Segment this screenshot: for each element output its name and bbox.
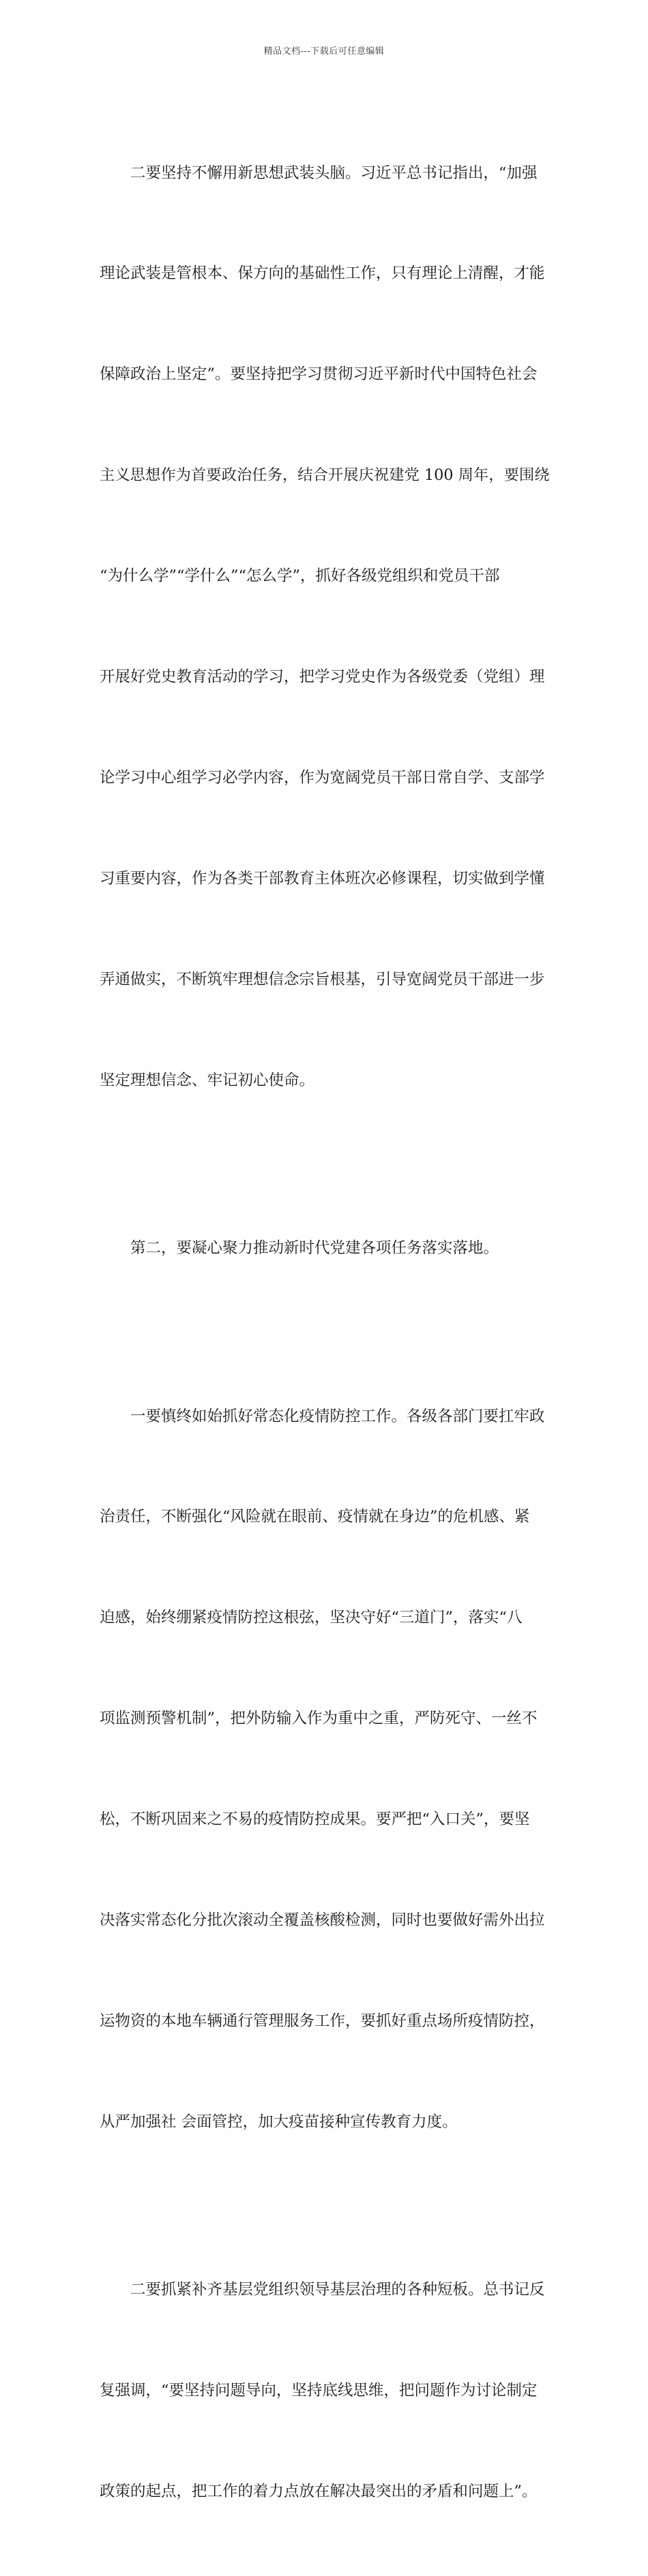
text-line: 第二，要凝心聚力推动新时代党建各项任务落实落地。 [130,1239,499,1258]
text-line: 二要坚持不懈用新思想武装头脑。习近平总书记指出，“加强 [130,164,537,182]
text-line: 理论武装是管根本、保方向的基础性工作，只有理论上清醒，才能 [100,264,545,283]
text-line: 主义思想作为首要政治任务，结合开展庆祝建党 100 周年，要围绕 [100,466,550,485]
text-line: 习重要内容，作为各类干部教育主体班次必修课程，切实做到学懂 [100,869,545,888]
text-line: 开展好党史教育活动的学习，把学习党史作为各级党委（党组）理 [100,668,545,686]
paragraph-grassroots-governance [100,2207,550,2576]
text-line: 论学习中心组学习必学内容，作为宽阔党员干部日常自学、支部学 [100,768,545,787]
page-header: 精品文档---下载后可任意编辑 [263,46,385,57]
paragraph-theory-arming [100,89,550,1165]
text-line: 治责任，不断强化“风险就在眼前、疫情就在身边”的危机感、紧 [100,1508,530,1526]
text-line: 松，不断巩固来之不易的疫情防控成果。要严把“入口关”，要坚 [100,1810,530,1829]
text-line: 一要慎终如始抓好常态化疫情防控工作。各级各部门要扛牢政 [130,1407,545,1425]
text-line: 决落实常态化分批次滚动全覆盖核酸检测，同时也要做好需外出拉 [100,1911,545,1930]
paragraph-section-heading [100,1165,550,1333]
text-line: 二要抓紧补齐基层党组织领导基层治理的各种短板。总书记反 [130,2281,545,2299]
text-line: 项监测预警机制”，把外防输入作为重中之重，严防死守、一丝不 [100,1710,537,1728]
text-line: “为什么学”“学什么”“怎么学”，抓好各级党组织和党员干部 [100,567,500,586]
text-line: 政策的起点，把工作的着力点放在解决最突出的矛盾和问题上”。 [100,2483,537,2501]
text-line: 迫感，始终绷紧疫情防控这根弦，坚决守好“三道门”，落实“八 [100,1609,522,1627]
text-line: 坚定理想信念、牢记初心使命。 [100,1071,315,1089]
text-line: 运物资的本地车辆通行管理服务工作，要抓好重点场所疫情防控， [100,2012,545,2030]
text-line: 复强调，“要坚持问题导向，坚持底线思维，把问题作为讨论制定 [100,2382,537,2400]
text-line: 从严加强社 会面管控，加大疫苗接种宣传教育力度。 [100,2112,458,2131]
document-body [100,89,550,2576]
text-line: 弄通做实，不断筑牢理想信念宗旨根基，引导宽阔党员干部进一步 [100,970,545,988]
text-line: 保障政治上坚定”。要坚持把学习贯彻习近平新时代中国特色社会 [100,365,537,384]
paragraph-epidemic-control [100,1333,550,2207]
